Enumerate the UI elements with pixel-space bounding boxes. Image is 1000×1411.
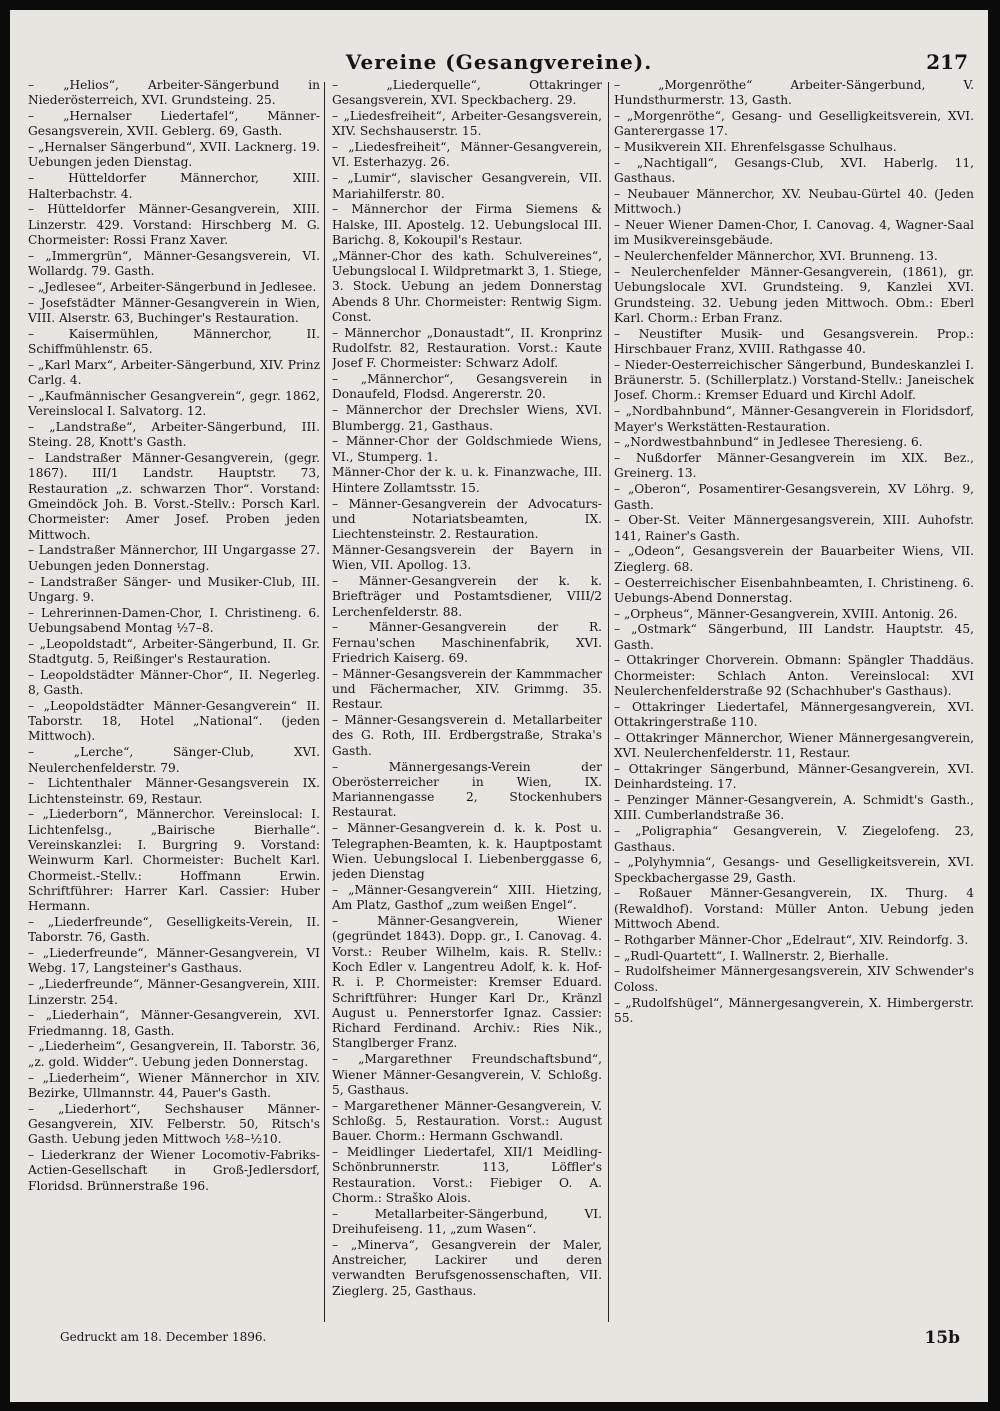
directory-entry: – Ober-St. Veiter Männergesangsverein, XIII. Auhofstr. 141, Rainer's Gasth. (614, 513, 974, 543)
directory-entry: – Kaisermühlen, Männerchor, II. Schiffmühlenstr. 65. (28, 326, 320, 357)
directory-entry: – „Liederfreunde“, Männer-Gesangverein, VI Webg. 17, Langsteiner's Gasthaus. (28, 946, 320, 976)
page-footer (10, 1328, 988, 1352)
directory-entry: – Neulerchenfelder Männer-Gesangverein, (1861), gr. Uebungslocale XVI. Grundsteing. 9, Kanzlei XVI. Grundsteing. 32. Uebung jeden Mittwoch. Obm.: Eberl Karl. Chorm.: Erban Franz. (614, 265, 974, 325)
directory-entry: – Männer-Gesangverein der Advocaturs- und Notariatsbeamten, IX. Liechtensteinstr. 2. Restauration. (332, 496, 602, 542)
directory-entry: – Landstraßer Männer-Gesangverein, (gegr. 1867). III/1 Landstr. Hauptstr. 73, Restauration „z. schwarzen Thor“. Vorstand: Gmeindöck Joh. B. Vorst.-Stellv.: Porsch Karl. Chormeister: Amer Josef. Proben jeden Mittwoch. (28, 451, 320, 542)
directory-entry: – Männer-Gesangsverein d. Metallarbeiter des G. Roth, III. Erdbergstraße, Straka's Gasth. (332, 713, 602, 758)
directory-entry: – „Nachtigall“, Gesangs-Club, XVI. Haberlg. 11, Gasthaus. (614, 155, 974, 186)
page-header (10, 50, 988, 80)
directory-entry: – „Helios“, Arbeiter-Sängerbund in Niederösterreich, XVI. Grundsteing. 25. (28, 78, 320, 108)
column-divider (608, 82, 609, 1322)
directory-entry: – Lichtenthaler Männer-Gesangsverein IX. Lichtensteinstr. 69, Restaur. (28, 776, 320, 806)
directory-entry: – Landstraßer Sänger- und Musiker-Club, III. Ungarg. 9. (28, 574, 320, 604)
directory-entry: – Männerchor der Firma Siemens & Halske, III. Apostelg. 12. Uebungslocal III. Barichg. 8, Kokoupil's Restaur. (332, 202, 602, 247)
directory-entry: – Neulerchenfelder Männerchor, XVI. Brunneng. 13. (614, 249, 938, 264)
directory-entry: – „Ostmark“ Sängerbund, III Landstr. Hauptstr. 45, Gasth. (614, 622, 974, 652)
directory-entry: – „Poligraphia“ Gesangverein, V. Ziegelofeng. 23, Gasthaus. (614, 824, 974, 854)
directory-entry: – „Liederhort“, Sechshauser Männer-Gesangverein, XIV. Felberstr. 50, Ritsch's Gasth. Uebung jeden Mittwoch ½8–½10. (28, 1101, 320, 1147)
directory-entry: – „Polyhymnia“, Gesangs- und Geselligkeitsverein, XVI. Speckbachergasse 29, Gasth. (614, 855, 974, 885)
directory-entry: – „Minerva“, Gesangverein der Maler, Anstreicher, Lackirer und deren verwandten Berufsgenossenschaften, VII. Zieglerg. 25, Gasthaus. (332, 1237, 602, 1298)
directory-entry: – „Liedesfreiheit“, Arbeiter-Gesangsverein, XIV. Sechshauserstr. 15. (332, 109, 602, 139)
directory-entry: – „Männerchor“, Gesangsverein in Donaufeld, Flodsd. Angererstr. 20. (332, 372, 602, 402)
directory-entry: – Männerchor „Donaustadt“, II. Kronprinz Rudolfstr. 82, Restauration. Vorst.: Kaute Josef F. Chormeister: Schwarz Adolf. (332, 325, 602, 371)
directory-entry: – „Orpheus“, Männer-Gesangverein, XVIII. Antonig. 26. (614, 606, 958, 621)
directory-entry: – Oesterreichischer Eisenbahnbeamten, I. Christineng. 6. Uebungs-Abend Donnerstag. (614, 575, 974, 605)
directory-entry: – Neubauer Männerchor, XV. Neubau-Gürtel 40. (Jeden Mittwoch.) (614, 187, 974, 217)
directory-entry: – „Liederhain“, Männer-Gesangverein, XVI. Friedmanng. 18, Gasth. (28, 1008, 320, 1038)
directory-entry: – „Leopoldstadt“, Arbeiter-Sängerbund, II. Gr. Stadtgutg. 5, Reißinger's Restauration. (28, 636, 320, 666)
directory-entry: – Hütteldorfer Männer-Gesangverein, XIII. Linzerstr. 429. Vorstand: Hirschberg M. G. Chormeister: Rossi Franz Xaver. (28, 202, 320, 247)
directory-entry: – Rothgarber Männer-Chor „Edelraut“, XIV. Reindorfg. 3. (614, 932, 969, 947)
directory-entry: Männer-Gesangsverein der Bayern in Wien, VII. Apollog. 13. (332, 542, 602, 573)
directory-entry: – „Immergrün“, Männer-Gesangsverein, VI. Wollardg. 79. Gasth. (28, 248, 320, 279)
directory-entry: „Männer-Chor des kath. Schulvereines“, Uebungslocal I. Wildpretmarkt 3, 1. Stiege, 3. Stock. Uebung an jedem Donnerstag Abends 8 Uhr. Chormeister: Rentwig Sigm. Const. (332, 248, 602, 324)
directory-entry: – Musikverein XII. Ehrenfelsgasse Schulhaus. (614, 140, 897, 155)
directory-entry: – „Liederborn“, Männerchor. Vereinslocal: I. Lichtenfelsg., „Bairische Bierhalle“. Vereinskanzlei: I. Burgring 9. Vorstand: Weinwurm Karl. Chormeister: Buchelt Karl. Chormeist.-Stellv.: Hoffmann Erwin. Schriftführer: Harrer Karl. Cassier: Huber Hermann. (28, 807, 320, 914)
directory-entry: – „Lumir“, slavischer Gesangverein, VII. Mariahilferstr. 80. (332, 171, 602, 201)
directory-entry: – Penzinger Männer-Gesangverein, A. Schmidt's Gasth., XIII. Cumberlandstraße 36. (614, 793, 974, 823)
directory-entry: – Männer-Gesangverein der R. Fernau'schen Maschinenfabrik, XVI. Friedrich Kaiserg. 69. (332, 620, 602, 665)
directory-entry: – Männer-Gesangverein d. k. k. Post u. Telegraphen-Beamten, k. k. Hauptpostamt Wien. Uebungslocal I. Liebenberggasse 6, jeden Dienstag (332, 821, 602, 882)
directory-entry: – Rudolfsheimer Männergesangsverein, XIV Schwender's Coloss. (614, 964, 974, 994)
directory-entry: – „Jedlesee“, Arbeiter-Sängerbund in Jedlesee. (28, 279, 317, 294)
column-divider (324, 82, 325, 1322)
directory-entry: – Männer-Gesangsverein der Kammmacher und Fächermacher, XIV. Grimmg. 35. Restaur. (332, 666, 602, 712)
directory-entry: – „Morgenröthe“, Gesang- und Geselligkeitsverein, XVI. Ganterergasse 17. (614, 109, 974, 139)
directory-entry: – „Liederheim“, Wiener Männerchor in XIV. Bezirke, Ullmannstr. 44, Pauer's Gasth. (28, 1070, 320, 1100)
directory-entry: – Meidlinger Liedertafel, XII/1 Meidling-Schönbrunnerstr. 113, Löffler's Restauration. Vorst.: Fiebiger O. A. Chorm.: Straško Alois. (332, 1144, 602, 1205)
directory-entry: – „Morgenröthe“ Arbeiter-Sängerbund, V. Hundsthurmerstr. 13, Gasth. (614, 78, 974, 108)
directory-entry: – Roßauer Männer-Gesangverein, IX. Thurg. 4 (Rewaldhof). Vorstand: Müller Anton. Uebung jeden Mittwoch Abend. (614, 886, 974, 932)
directory-entry: – Ottakringer Chorverein. Obmann: Spängler Thaddäus. Chormeister: Schlach Anton. Vereinslocal: XVI Neulerchenfelderstraße 92 (Schachhuber's Gasthaus). (614, 653, 974, 699)
directory-entry: – Liederkranz der Wiener Locomotiv-Fabriks-Actien-Gesellschaft in Groß-Jedlersdorf, Floridsd. Brünnerstraße 196. (28, 1147, 320, 1193)
directory-entry: – „Nordbahnbund“, Männer-Gesangverein in Floridsdorf, Mayer's Werkstätten-Restauration. (614, 404, 974, 434)
directory-entry: – „Kaufmännischer Gesangverein“, gegr. 1862, Vereinslocal I. Salvatorg. 12. (28, 388, 320, 419)
directory-entry: – Männerchor der Drechsler Wiens, XVI. Blumbergg. 21, Gasthaus. (332, 403, 602, 433)
directory-entry: – Neustifter Musik- und Gesangsverein. Prop.: Hirschbauer Franz, XVIII. Rathgasse 40. (614, 326, 974, 357)
directory-entry: – „Odeon“, Gesangsverein der Bauarbeiter Wiens, VII. Zieglerg. 68. (614, 544, 974, 574)
directory-entry: – Nußdorfer Männer-Gesangverein im XIX. Bez., Greinerg. 13. (614, 451, 974, 481)
directory-entry: – „Liederheim“, Gesangverein, II. Taborstr. 36, „z. gold. Widder“. Uebung jeden Donnerstag. (28, 1039, 320, 1069)
directory-entry: – Nieder-Oesterreichischer Sängerbund, Bundeskanzlei I. Bräunerstr. 5. (Schillerplatz.) Vorstand-Stellv.: Janeischek Josef. Chorm.: Kremser Eduard und Kirchl Adolf. (614, 357, 974, 403)
directory-entry: – „Hernalser Sängerbund“, XVII. Lacknerg. 19. Uebungen jeden Dienstag. (28, 140, 320, 170)
directory-entry: – „Margarethner Freundschaftsbund“, Wiener Männer-Gesangverein, V. Schloßg. 5, Gasthaus. (332, 1052, 602, 1097)
directory-entry: – Männer-Chor der Goldschmiede Wiens, VI., Stumperg. 1. (332, 434, 602, 464)
directory-entry: – Josefstädter Männer-Gesangverein in Wien, VIII. Alserstr. 63, Buchinger's Restauration. (28, 295, 320, 325)
column-middle (332, 78, 602, 1318)
page-number: 217 (926, 50, 968, 74)
directory-entry: – „Oberon“, Posamentirer-Gesangsverein, XV Löhrg. 9, Gasth. (614, 482, 974, 512)
directory-entry: – „Liedesfreiheit“, Männer-Gesangverein, VI. Esterhazyg. 26. (332, 140, 602, 170)
directory-entry: – Neuer Wiener Damen-Chor, I. Canovag. 4, Wagner-Saal im Musikvereinsgebäude. (614, 218, 974, 248)
directory-entry: – Ottakringer Sängerbund, Männer-Gesangverein, XVI. Deinhardsteing. 17. (614, 762, 974, 792)
directory-entry: – „Liederfreunde“, Männer-Gesangverein, XIII. Linzerstr. 254. (28, 977, 320, 1007)
directory-entry: – „Leopoldstädter Männer-Gesangverein“ II. Taborstr. 18, Hotel „National“. (jeden Mittwoch). (28, 698, 320, 744)
directory-entry: – Metallarbeiter-Sängerbund, VI. Dreihufeiseng. 11, „zum Wasen“. (332, 1206, 602, 1236)
directory-entry: – „Landstraße“, Arbeiter-Sängerbund, III. Steing. 28, Knott's Gasth. (28, 420, 320, 450)
print-date: Gedruckt am 18. December 1896. (60, 1330, 267, 1344)
directory-entry: – „Nordwestbahnbund“ in Jedlesee Theresieng. 6. (614, 435, 923, 450)
directory-entry: – „Rudl-Quartett“, I. Wallnerstr. 2, Bierhalle. (614, 948, 889, 963)
directory-entry: – Ottakringer Liedertafel, Männergesangverein, XVI. Ottakringerstraße 110. (614, 699, 974, 730)
directory-entry: – Landstraßer Männerchor, III Ungargasse 27. Uebungen jeden Donnerstag. (28, 543, 320, 573)
directory-entry: – „Liederfreunde“, Geselligkeits-Verein, II. Taborstr. 76, Gasth. (28, 915, 320, 945)
directory-entry: – Männergesangs-Verein der Oberösterreicher in Wien, IX. Mariannengasse 2, Stockenhubers Restaurat. (332, 759, 602, 820)
column-right (614, 78, 974, 1318)
directory-page (10, 10, 988, 1402)
directory-entry: – Männer-Gesangverein, Wiener (gegründet 1843). Dopp. gr., I. Canovag. 4. Vorst.: Reuber Wilhelm, kais. R. Stellv.: Koch Edler v. Langentreu Adolf, k. k. Hof-R. i. P. Chormeister: Kremser Eduard. Schriftführer: Hunger Karl Dr., Kränzl August u. Pennerstorfer Ignaz. Cassier: Richard Ferdinand. Archiv.: Ries Nik., Stanglberger Franz. (332, 914, 602, 1051)
directory-entry: – Ottakringer Männerchor, Wiener Männergesangverein, XVI. Neulerchenfelderstr. 11, Restaur. (614, 730, 974, 761)
directory-entry: – „Karl Marx“, Arbeiter-Sängerbund, XIV. Prinz Carlg. 4. (28, 357, 320, 388)
sheet-signature: 15b (924, 1328, 960, 1348)
directory-entry: – „Liederquelle“, Ottakringer Gesangsverein, XVI. Speckbacherg. 29. (332, 78, 602, 108)
directory-entry: – Hütteldorfer Männerchor, XIII. Halterbachstr. 4. (28, 171, 320, 201)
directory-entry: – Lehrerinnen-Damen-Chor, I. Christineng. 6. Uebungsabend Montag ½7–8. (28, 605, 320, 635)
directory-entry: Männer-Chor der k. u. k. Finanzwache, III. Hintere Zollamtsstr. 15. (332, 465, 602, 495)
directory-entry: – „Rudolfshügel“, Männergesangverein, X. Himbergerstr. 55. (614, 995, 974, 1025)
directory-entry: – Leopoldstädter Männer-Chor“, II. Negerleg. 8, Gasth. (28, 667, 320, 698)
directory-entry: – „Lerche“, Sänger-Club, XVI. Neulerchenfelderstr. 79. (28, 745, 320, 775)
directory-entry: – Margarethener Männer-Gesangverein, V. Schloßg. 5, Restauration. Vorst.: August Bauer. Chorm.: Hermann Gschwandl. (332, 1098, 602, 1144)
directory-entry: – Männer-Gesangverein der k. k. Briefträger und Postamtsdiener, VIII/2 Lerchenfelderstr. 88. (332, 574, 602, 619)
column-left (28, 78, 320, 1318)
directory-entry: – „Hernalser Liedertafel“, Männer-Gesangsverein, XVII. Geblerg. 69, Gasth. (28, 109, 320, 139)
directory-entry: – „Männer-Gesangverein“ XIII. Hietzing, Am Platz, Gasthof „zum weißen Engel“. (332, 882, 602, 913)
page-title: Vereine (Gesangvereine). (345, 50, 653, 74)
